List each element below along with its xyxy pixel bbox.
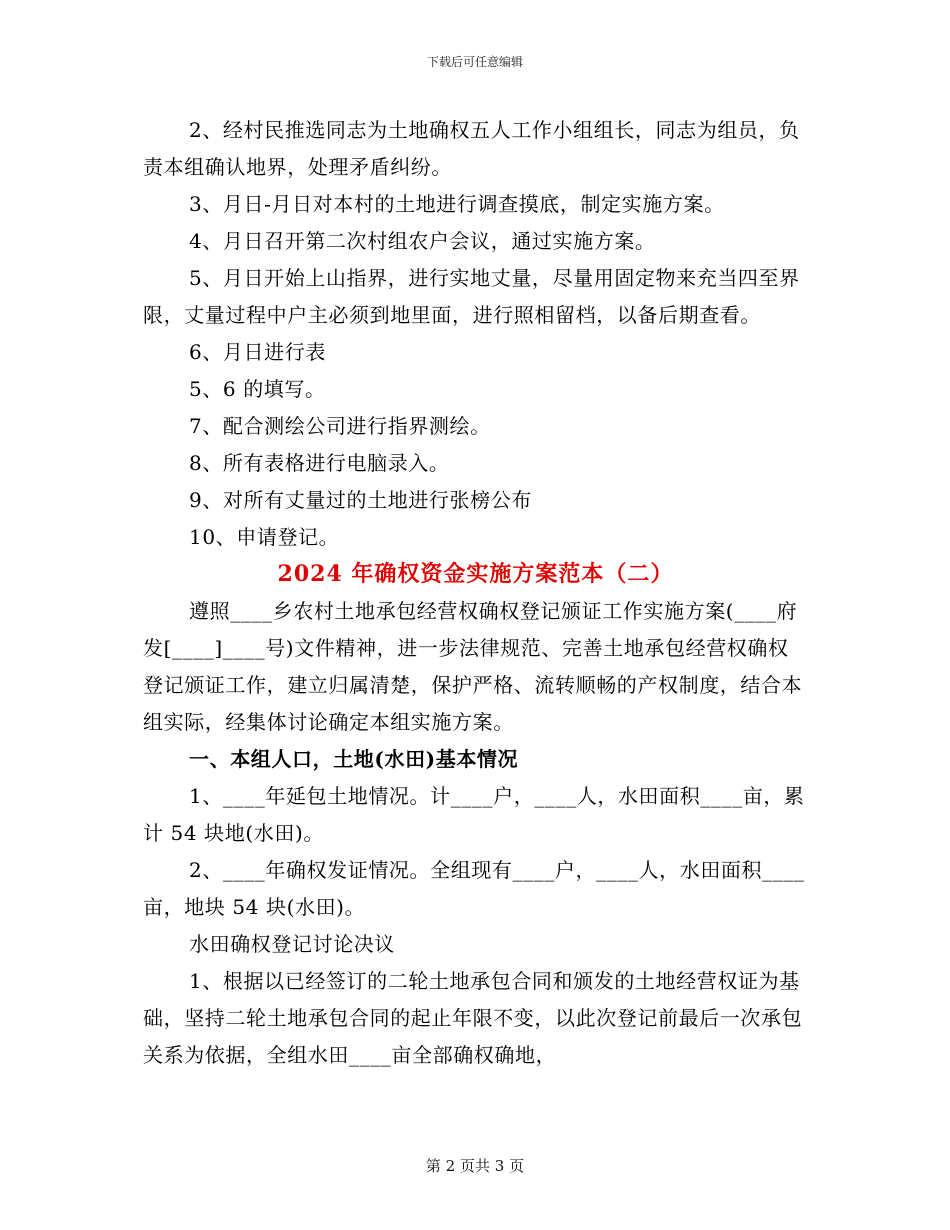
list-item: 5、月日开始上山指界，进行实地丈量，尽量用固定物来充当四至界限，丈量过程中户主必须到地里面，进行照相留档，以备后期查看。	[143, 266, 800, 327]
section-heading: 一、本组人口，土地(水田)基本情况	[189, 747, 519, 771]
page-header-note: 下载后可任意编辑	[426, 55, 523, 69]
paragraph: 1、根据以已经签订的二轮土地承包合同和颁发的土地经营权证为基础，坚持二轮土地承包合同的起止年限不变，以此次登记前最后一次承包关系为依据，全组水田____亩全部确权确地，	[143, 969, 803, 1067]
intro-paragraph: 遵照____乡农村土地承包经营权确权登记颁证工作实施方案(____府发[____]____号)文件精神，进一步法律规范、完善土地承包经营权确权登记颁证工作，建立归属清楚，保护严格、流转顺畅的产权制度，结合本组实际，经集体讨论确定本组实施方案。	[143, 599, 803, 734]
list-item: 6、月日进行表	[189, 340, 326, 364]
list-item: 8、所有表格进行电脑录入。	[189, 451, 450, 475]
section-title: 2024 年确权资金实施方案范本（二）	[277, 561, 674, 587]
list-item: 10、申请登记。	[189, 525, 340, 549]
list-item: 7、配合测绘公司进行指界测绘。	[189, 414, 491, 438]
list-item: 5、6 的填写。	[189, 377, 326, 401]
list-item: 9、对所有丈量过的土地进行张榜公布	[189, 488, 532, 512]
list-item: 2、经村民推选同志为土地确权五人工作小组组长，同志为组员，负责本组确认地界，处理矛盾纠纷。	[143, 118, 800, 179]
list-item: 4、月日召开第二次村组农户会议，通过实施方案。	[189, 229, 656, 253]
page-footer-number: 第 2 页共 3 页	[425, 1157, 525, 1175]
document-body	[143, 112, 808, 1074]
paragraph: 2、____年确权发证情况。全组现有____户，____人，水田面积____亩，地块 54 块(水田)。	[143, 858, 805, 919]
subheading: 水田确权登记讨论决议	[189, 932, 395, 956]
paragraph: 1、____年延包土地情况。计____户，____人，水田面积____亩，累计 54 块地(水田)。	[143, 784, 805, 845]
list-item: 3、月日-月日对本村的土地进行调查摸底，制定实施方案。	[189, 192, 725, 216]
